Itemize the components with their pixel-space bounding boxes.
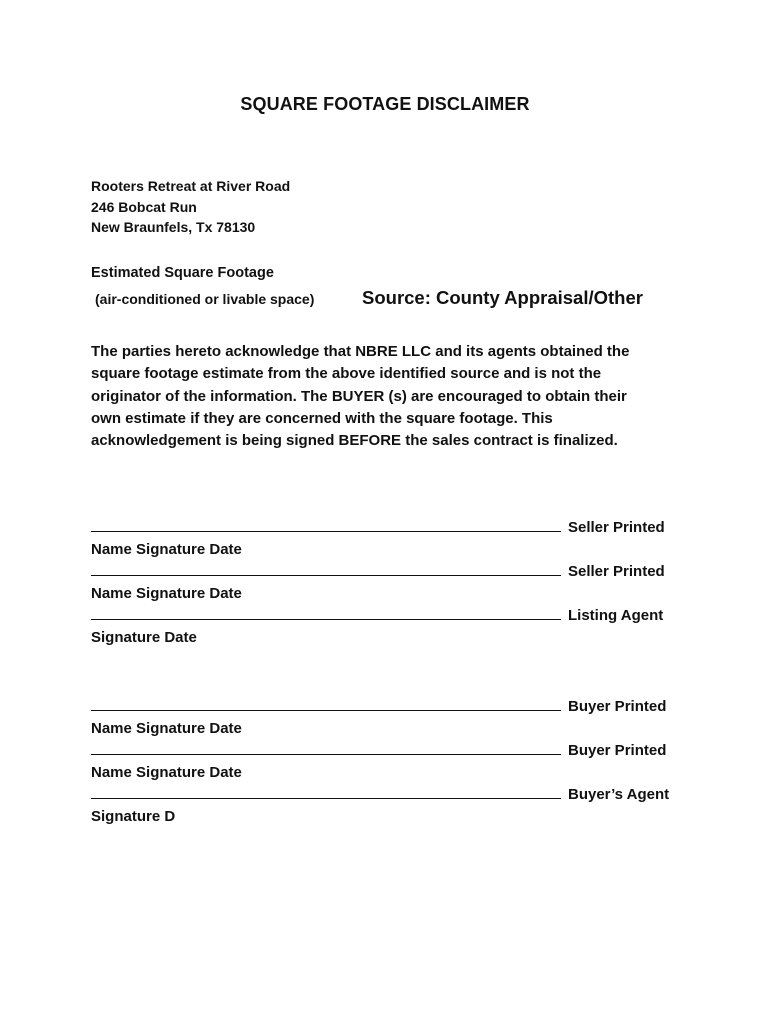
signature-line[interactable]: [91, 517, 561, 532]
signature-continuation: Name Signature Date: [91, 585, 242, 602]
signature-label: Seller Printed: [568, 563, 665, 580]
signature-continuation: Name Signature Date: [91, 720, 242, 737]
signature-entry-buyer-2: [91, 740, 669, 784]
buyer-signature-block: [91, 696, 669, 828]
acknowledgement-line: own estimate if they are concerned with the square footage. This: [91, 409, 553, 427]
signature-line[interactable]: [91, 740, 561, 755]
signature-line[interactable]: [91, 561, 561, 576]
signature-line[interactable]: [91, 696, 561, 711]
signature-entry-seller-1: [91, 517, 665, 561]
address-line-1: Rooters Retreat at River Road: [91, 178, 291, 194]
signature-label: Seller Printed: [568, 519, 665, 536]
acknowledgement-line: square footage estimate from the above identified source and is not the: [91, 365, 602, 383]
signature-entry-buyers-agent: [91, 784, 669, 828]
signature-entry-listing-agent: [91, 605, 665, 649]
signature-continuation: Signature D: [91, 808, 176, 825]
signature-entry-buyer-1: [91, 696, 669, 740]
signature-line[interactable]: [91, 605, 561, 620]
signature-line[interactable]: [91, 784, 561, 799]
address-line-3: New Braunfels, Tx 78130: [91, 219, 256, 235]
acknowledgement-line: originator of the information. The BUYER (s) are encouraged to obtain their: [91, 387, 627, 405]
square-footage-label: Estimated Square Footage: [91, 265, 274, 281]
square-footage-source: Source: County Appraisal/Other: [362, 287, 643, 308]
signature-label: Buyer Printed: [568, 698, 667, 715]
square-footage-sublabel: (air-conditioned or livable space): [95, 291, 315, 307]
signature-label: Listing Agent: [568, 607, 664, 624]
acknowledgement-line: The parties hereto acknowledge that NBRE LLC and its agents obtained the: [91, 343, 630, 360]
signature-entry-seller-2: [91, 561, 665, 605]
address-line-2: 246 Bobcat Run: [91, 198, 197, 215]
seller-signature-block: [91, 517, 665, 649]
acknowledgement-line: acknowledgement is being signed BEFORE the sales contract is finalized.: [91, 432, 618, 450]
document-title: SQUARE FOOTAGE DISCLAIMER: [240, 94, 530, 114]
signature-continuation: Name Signature Date: [91, 764, 242, 781]
signature-label: Buyer’s Agent: [568, 786, 670, 803]
property-address: [91, 176, 290, 238]
signature-continuation: Name Signature Date: [91, 541, 242, 558]
signature-label: Buyer Printed: [568, 742, 667, 759]
acknowledgement-paragraph: [91, 341, 691, 452]
signature-continuation: Signature Date: [91, 629, 197, 646]
